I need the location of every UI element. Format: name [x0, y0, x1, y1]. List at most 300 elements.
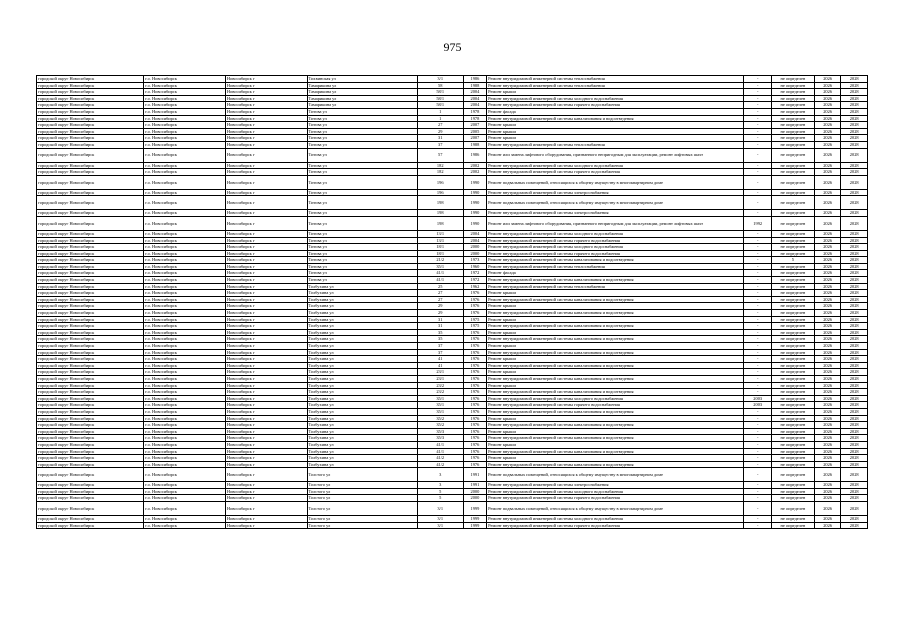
work-type-cell: Ремонт внутридомовой инженерной системы канализования и водоотведения [487, 435, 744, 442]
period-start-cell: 2026 [814, 189, 841, 196]
last-repair-year-cell: 1992 [744, 216, 772, 230]
table-row [37, 415, 868, 422]
table-row [37, 250, 868, 257]
house-number-cell: 41/1 [417, 277, 463, 284]
settlement-cell: Новосибирск г [225, 336, 307, 343]
street-cell: Толстого ул [307, 495, 417, 502]
last-repair-year-cell: - [744, 310, 772, 317]
last-repair-year-cell: - [744, 303, 772, 310]
municipality-cell: городской округ Новосибирск [37, 415, 144, 422]
work-type-cell: Ремонт внутридомовой инженерной системы холодного водоснабжения [487, 230, 744, 237]
wear-cell: не определен [771, 290, 814, 297]
municipality-cell: городской округ Новосибирск [37, 488, 144, 495]
last-repair-year-cell: - [744, 441, 772, 448]
table-row [37, 495, 868, 502]
wear-cell: не определен [771, 162, 814, 169]
settlement-cell: Новосибирск г [225, 89, 307, 96]
wear-cell: не определен [771, 283, 814, 290]
municipality-cell: городской округ Новосибирск [37, 395, 144, 402]
last-repair-year-cell: - [744, 435, 772, 442]
house-number-cell: 198 [417, 216, 463, 230]
house-number-cell: 196 [417, 175, 463, 189]
period-end-cell: 2028 [841, 422, 868, 429]
build-year-cell: 1973 [463, 257, 486, 264]
wear-cell: не определен [771, 82, 814, 89]
district-cell: г.о. Новосибирск [144, 230, 226, 237]
build-year-cell: 1976 [463, 428, 486, 435]
period-start-cell: 2026 [814, 115, 841, 122]
street-cell: Толбухина ул [307, 323, 417, 330]
table-row [37, 244, 868, 251]
work-type-cell: Ремонт внутридомовой инженерной системы холодного водоснабжения [487, 516, 744, 523]
work-type-cell: Ремонт внутридомовой инженерной системы канализования и водоотведения [487, 115, 744, 122]
settlement-cell: Новосибирск г [225, 189, 307, 196]
settlement-cell: Новосибирск г [225, 408, 307, 415]
period-start-cell: 2026 [814, 461, 841, 468]
table-row [37, 102, 868, 109]
municipality-cell: городской округ Новосибирск [37, 428, 144, 435]
wear-cell: не определен [771, 216, 814, 230]
wear-cell: не определен [771, 428, 814, 435]
last-repair-year-cell: - [744, 122, 772, 129]
municipality-cell: городской округ Новосибирск [37, 402, 144, 409]
house-number-cell: 5 [417, 488, 463, 495]
period-end-cell: 2028 [841, 141, 868, 148]
build-year-cell: 1976 [463, 441, 486, 448]
house-number-cell: 23/1 [417, 369, 463, 376]
table-row [37, 310, 868, 317]
municipality-cell: городской округ Новосибирск [37, 250, 144, 257]
period-end-cell: 2028 [841, 115, 868, 122]
work-type-cell: Ремонт внутридомовой инженерной системы канализования и водоотведения [487, 389, 744, 396]
municipality-cell: городской округ Новосибирск [37, 95, 144, 102]
work-type-cell: Ремонт внутридомовой инженерной системы канализования и водоотведения [487, 349, 744, 356]
street-cell: Толбухина ул [307, 395, 417, 402]
wear-cell: не определен [771, 448, 814, 455]
municipality-cell: городской округ Новосибирск [37, 323, 144, 330]
settlement-cell: Новосибирск г [225, 290, 307, 297]
street-cell: Толбухина ул [307, 428, 417, 435]
municipality-cell: городской округ Новосибирск [37, 128, 144, 135]
table-row [37, 196, 868, 210]
work-type-cell: Ремонт внутридомовой инженерной системы теплоснабжения [487, 76, 744, 83]
street-cell: Тихвинская ул [307, 76, 417, 83]
table-row [37, 263, 868, 270]
period-end-cell: 2028 [841, 408, 868, 415]
wear-cell: не определен [771, 362, 814, 369]
district-cell: г.о. Новосибирск [144, 102, 226, 109]
settlement-cell: Новосибирск г [225, 461, 307, 468]
last-repair-year-cell: - [744, 428, 772, 435]
street-cell: Толбухина ул [307, 290, 417, 297]
last-repair-year-cell: - [744, 516, 772, 523]
period-end-cell: 2028 [841, 369, 868, 376]
period-start-cell: 2026 [814, 402, 841, 409]
table-row [37, 89, 868, 96]
settlement-cell: Новосибирск г [225, 389, 307, 396]
build-year-cell: 1976 [463, 448, 486, 455]
district-cell: г.о. Новосибирск [144, 516, 226, 523]
period-start-cell: 2026 [814, 336, 841, 343]
build-year-cell: 1976 [463, 329, 486, 336]
district-cell: г.о. Новосибирск [144, 468, 226, 482]
district-cell: г.о. Новосибирск [144, 389, 226, 396]
table-row [37, 435, 868, 442]
settlement-cell: Новосибирск г [225, 422, 307, 429]
street-cell: Толстого ул [307, 502, 417, 516]
period-end-cell: 2028 [841, 95, 868, 102]
street-cell: Толстого ул [307, 468, 417, 482]
house-number-cell: 3/1 [417, 76, 463, 83]
table-row [37, 230, 868, 237]
street-cell: Титова ул [307, 148, 417, 162]
period-start-cell: 2026 [814, 296, 841, 303]
district-cell: г.о. Новосибирск [144, 196, 226, 210]
period-end-cell: 2028 [841, 428, 868, 435]
street-cell: Титова ул [307, 196, 417, 210]
period-start-cell: 2026 [814, 448, 841, 455]
settlement-cell: Новосибирск г [225, 362, 307, 369]
house-number-cell: 198 [417, 210, 463, 217]
settlement-cell: Новосибирск г [225, 175, 307, 189]
municipality-cell: городской округ Новосибирск [37, 108, 144, 115]
build-year-cell: 2002 [463, 169, 486, 176]
street-cell: Толбухина ул [307, 389, 417, 396]
municipality-cell: городской округ Новосибирск [37, 356, 144, 363]
table-row [37, 303, 868, 310]
wear-cell: не определен [771, 488, 814, 495]
district-cell: г.о. Новосибирск [144, 422, 226, 429]
municipality-cell: городской округ Новосибирск [37, 482, 144, 489]
work-type-cell: Ремонт подвальных помещений, относящихся к общему имуществу в многоквартирном доме [487, 196, 744, 210]
period-end-cell: 2028 [841, 488, 868, 495]
work-type-cell: Ремонт или замена лифтового оборудования, признанного непригодным для эксплуатации, ремонт лифтовых шахт [487, 216, 744, 230]
period-start-cell: 2026 [814, 270, 841, 277]
last-repair-year-cell: - [744, 169, 772, 176]
build-year-cell: 1990 [463, 196, 486, 210]
municipality-cell: городской округ Новосибирск [37, 343, 144, 350]
house-number-cell: 41/1 [417, 441, 463, 448]
period-end-cell: 2028 [841, 316, 868, 323]
work-type-cell: Ремонт крыши [487, 382, 744, 389]
district-cell: г.о. Новосибирск [144, 270, 226, 277]
build-year-cell: 1990 [463, 216, 486, 230]
municipality-cell: городской округ Новосибирск [37, 461, 144, 468]
period-end-cell: 2028 [841, 277, 868, 284]
house-number-cell: 35 [417, 336, 463, 343]
period-start-cell: 2026 [814, 141, 841, 148]
build-year-cell: 1986 [463, 76, 486, 83]
period-start-cell: 2026 [814, 408, 841, 415]
table-row [37, 189, 868, 196]
period-end-cell: 2028 [841, 296, 868, 303]
last-repair-year-cell: - [744, 82, 772, 89]
municipality-cell: городской округ Новосибирск [37, 290, 144, 297]
settlement-cell: Новосибирск г [225, 382, 307, 389]
build-year-cell: 1991 [463, 468, 486, 482]
period-end-cell: 2028 [841, 196, 868, 210]
period-start-cell: 2026 [814, 516, 841, 523]
municipality-cell: городской округ Новосибирск [37, 257, 144, 264]
house-number-cell: 23/1 [417, 375, 463, 382]
build-year-cell: 1986 [463, 148, 486, 162]
table-row [37, 237, 868, 244]
period-start-cell: 2026 [814, 455, 841, 462]
table-row [37, 422, 868, 429]
period-start-cell: 2026 [814, 310, 841, 317]
municipality-cell: городской округ Новосибирск [37, 244, 144, 251]
period-start-cell: 2026 [814, 237, 841, 244]
settlement-cell: Новосибирск г [225, 230, 307, 237]
table-row [37, 323, 868, 330]
municipality-cell: городской округ Новосибирск [37, 441, 144, 448]
period-start-cell: 2026 [814, 435, 841, 442]
last-repair-year-cell: - [744, 76, 772, 83]
district-cell: г.о. Новосибирск [144, 237, 226, 244]
work-type-cell: Ремонт внутридомовой инженерной системы теплоснабжения [487, 82, 744, 89]
last-repair-year-cell: - [744, 237, 772, 244]
district-cell: г.о. Новосибирск [144, 108, 226, 115]
house-number-cell: 182 [417, 169, 463, 176]
settlement-cell: Новосибирск г [225, 122, 307, 129]
work-type-cell: Ремонт внутридомовой инженерной системы канализования и водоотведения [487, 323, 744, 330]
district-cell: г.о. Новосибирск [144, 415, 226, 422]
wear-cell: не определен [771, 422, 814, 429]
settlement-cell: Новосибирск г [225, 310, 307, 317]
period-end-cell: 2028 [841, 89, 868, 96]
last-repair-year-cell: - [744, 257, 772, 264]
municipality-cell: городской округ Новосибирск [37, 408, 144, 415]
build-year-cell: 1976 [463, 369, 486, 376]
street-cell: Толбухина ул [307, 349, 417, 356]
work-type-cell: Ремонт внутридомовой инженерной системы канализования и водоотведения [487, 336, 744, 343]
street-cell: Титова ул [307, 237, 417, 244]
build-year-cell: 2004 [463, 230, 486, 237]
work-type-cell: Ремонт внутридомовой инженерной системы канализования и водоотведения [487, 310, 744, 317]
street-cell: Толбухина ул [307, 461, 417, 468]
street-cell: Титова ул [307, 115, 417, 122]
wear-cell: не определен [771, 102, 814, 109]
municipality-cell: городской округ Новосибирск [37, 382, 144, 389]
street-cell: Титова ул [307, 141, 417, 148]
work-type-cell: Ремонт внутридомовой инженерной системы канализования и водоотведения [487, 448, 744, 455]
work-type-cell: Ремонт внутридомовой инженерной системы горячего водоснабжения [487, 495, 744, 502]
period-start-cell: 2026 [814, 375, 841, 382]
build-year-cell: 1976 [463, 343, 486, 350]
period-end-cell: 2028 [841, 310, 868, 317]
work-type-cell: Ремонт внутридомовой инженерной системы канализования и водоотведения [487, 362, 744, 369]
district-cell: г.о. Новосибирск [144, 441, 226, 448]
table-row [37, 162, 868, 169]
district-cell: г.о. Новосибирск [144, 316, 226, 323]
house-number-cell: 3 [417, 482, 463, 489]
table-row [37, 283, 868, 290]
settlement-cell: Новосибирск г [225, 135, 307, 142]
table-row [37, 316, 868, 323]
last-repair-year-cell: - [744, 162, 772, 169]
municipality-cell: городской округ Новосибирск [37, 422, 144, 429]
build-year-cell: 2005 [463, 128, 486, 135]
district-cell: г.о. Новосибирск [144, 162, 226, 169]
table-row [37, 402, 868, 409]
page-number: 975 [443, 40, 462, 54]
street-cell: Толбухина ул [307, 369, 417, 376]
period-start-cell: 2026 [814, 329, 841, 336]
district-cell: г.о. Новосибирск [144, 141, 226, 148]
table-row [37, 141, 868, 148]
district-cell: г.о. Новосибирск [144, 263, 226, 270]
last-repair-year-cell: - [744, 148, 772, 162]
build-year-cell: 2007 [463, 135, 486, 142]
house-number-cell: 18/1 [417, 244, 463, 251]
street-cell: Толбухина ул [307, 455, 417, 462]
build-year-cell: 1976 [463, 389, 486, 396]
municipality-cell: городской округ Новосибирск [37, 310, 144, 317]
municipality-cell: городской округ Новосибирск [37, 362, 144, 369]
settlement-cell: Новосибирск г [225, 244, 307, 251]
settlement-cell: Новосибирск г [225, 488, 307, 495]
street-cell: Титова ул [307, 270, 417, 277]
district-cell: г.о. Новосибирск [144, 428, 226, 435]
last-repair-year-cell: - [744, 482, 772, 489]
house-number-cell: 35/2 [417, 422, 463, 429]
build-year-cell: 2004 [463, 95, 486, 102]
table-row [37, 441, 868, 448]
street-cell: Толбухина ул [307, 303, 417, 310]
settlement-cell: Новосибирск г [225, 250, 307, 257]
house-number-cell: 41/1 [417, 448, 463, 455]
period-start-cell: 2026 [814, 175, 841, 189]
last-repair-year-cell: - [744, 502, 772, 516]
work-type-cell: Ремонт крыши [487, 89, 744, 96]
house-number-cell: 37 [417, 141, 463, 148]
last-repair-year-cell: - [744, 343, 772, 350]
house-number-cell: 29 [417, 128, 463, 135]
municipality-cell: городской округ Новосибирск [37, 389, 144, 396]
period-start-cell: 2026 [814, 382, 841, 389]
house-number-cell: 35/2 [417, 415, 463, 422]
street-cell: Толбухина ул [307, 296, 417, 303]
wear-cell: не определен [771, 148, 814, 162]
wear-cell: не определен [771, 408, 814, 415]
period-start-cell: 2026 [814, 82, 841, 89]
period-end-cell: 2028 [841, 415, 868, 422]
settlement-cell: Новосибирск г [225, 196, 307, 210]
house-number-cell: 31 [417, 316, 463, 323]
build-year-cell: 1990 [463, 189, 486, 196]
wear-cell: не определен [771, 277, 814, 284]
last-repair-year-cell: - [744, 196, 772, 210]
table-row [37, 329, 868, 336]
last-repair-year-cell: - [744, 296, 772, 303]
settlement-cell: Новосибирск г [225, 237, 307, 244]
house-number-cell: 35/1 [417, 263, 463, 270]
period-start-cell: 2026 [814, 210, 841, 217]
wear-cell: не определен [771, 169, 814, 176]
period-end-cell: 2028 [841, 135, 868, 142]
build-year-cell: 1976 [463, 461, 486, 468]
district-cell: г.о. Новосибирск [144, 135, 226, 142]
last-repair-year-cell: - [744, 382, 772, 389]
last-repair-year-cell: - [744, 468, 772, 482]
period-start-cell: 2026 [814, 244, 841, 251]
municipality-cell: городской округ Новосибирск [37, 349, 144, 356]
build-year-cell: 1976 [463, 362, 486, 369]
district-cell: г.о. Новосибирск [144, 408, 226, 415]
build-year-cell: 1976 [463, 310, 486, 317]
period-end-cell: 2028 [841, 210, 868, 217]
last-repair-year-cell: 2003 [744, 402, 772, 409]
house-number-cell: 29 [417, 310, 463, 317]
table-row [37, 482, 868, 489]
district-cell: г.о. Новосибирск [144, 461, 226, 468]
wear-cell: не определен [771, 303, 814, 310]
wear-cell: 5 [771, 257, 814, 264]
period-start-cell: 2026 [814, 502, 841, 516]
build-year-cell: 1976 [463, 415, 486, 422]
work-type-cell: Ремонт внутридомовой инженерной системы канализования и водоотведения [487, 257, 744, 264]
build-year-cell: 1976 [463, 455, 486, 462]
work-type-cell: Ремонт внутридомовой инженерной системы теплоснабжения [487, 141, 744, 148]
build-year-cell: 1976 [463, 408, 486, 415]
build-year-cell: 1999 [463, 516, 486, 523]
wear-cell: не определен [771, 522, 814, 529]
settlement-cell: Новосибирск г [225, 356, 307, 363]
table-row [37, 336, 868, 343]
house-number-cell: 35/3 [417, 435, 463, 442]
wear-cell: не определен [771, 76, 814, 83]
table-row [37, 522, 868, 529]
table-body [37, 76, 868, 529]
table-row [37, 108, 868, 115]
build-year-cell: 2007 [463, 122, 486, 129]
settlement-cell: Новосибирск г [225, 296, 307, 303]
wear-cell: не определен [771, 230, 814, 237]
table-row [37, 408, 868, 415]
wear-cell: не определен [771, 270, 814, 277]
build-year-cell: 1972 [463, 277, 486, 284]
municipality-cell: городской округ Новосибирск [37, 316, 144, 323]
settlement-cell: Новосибирск г [225, 448, 307, 455]
street-cell: Тамарикина ул [307, 102, 417, 109]
work-type-cell: Ремонт внутридомовой инженерной системы холодного водоснабжения [487, 488, 744, 495]
street-cell: Толстого ул [307, 482, 417, 489]
street-cell: Титова ул [307, 277, 417, 284]
table-row [37, 516, 868, 523]
street-cell: Титова ул [307, 122, 417, 129]
street-cell: Толбухина ул [307, 435, 417, 442]
table-row [37, 270, 868, 277]
last-repair-year-cell: - [744, 189, 772, 196]
house-number-cell: 58/1 [417, 95, 463, 102]
work-type-cell: Ремонт внутридомовой инженерной системы теплоснабжения [487, 283, 744, 290]
period-start-cell: 2026 [814, 263, 841, 270]
period-end-cell: 2028 [841, 448, 868, 455]
street-cell: Толбухина ул [307, 356, 417, 363]
house-number-cell: 31 [417, 135, 463, 142]
district-cell: г.о. Новосибирск [144, 250, 226, 257]
build-year-cell: 2000 [463, 488, 486, 495]
district-cell: г.о. Новосибирск [144, 128, 226, 135]
work-type-cell: Ремонт внутридомовой инженерной системы холодного водоснабжения [487, 162, 744, 169]
house-number-cell: 21/2 [417, 257, 463, 264]
last-repair-year-cell: - [744, 461, 772, 468]
work-type-cell: Ремонт подвальных помещений, относящихся к общему имуществу в многоквартирном доме [487, 502, 744, 516]
wear-cell: не определен [771, 356, 814, 363]
settlement-cell: Новосибирск г [225, 82, 307, 89]
work-type-cell: Ремонт крыши [487, 128, 744, 135]
period-start-cell: 2026 [814, 162, 841, 169]
